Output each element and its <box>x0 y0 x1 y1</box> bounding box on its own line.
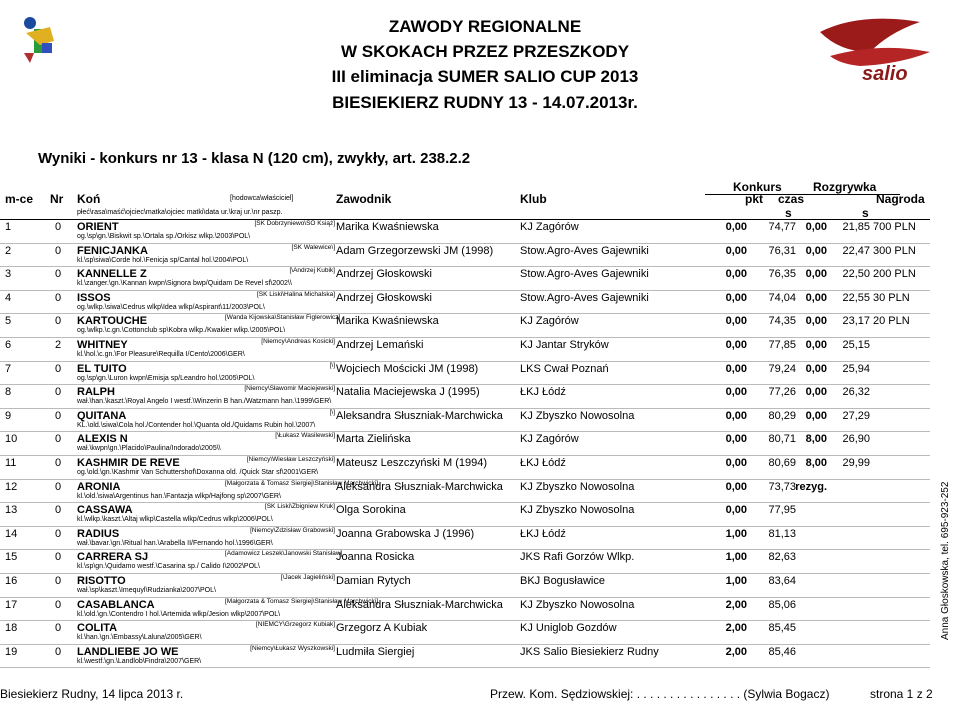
horse-name: ORIENT <box>77 221 119 233</box>
place-cell: 19 <box>5 645 18 658</box>
competition-title: Wyniki - konkurs nr 13 - klasa N (120 cm), zwykły, art. 238.2.2 <box>38 150 471 167</box>
club-cell: BKJ Bogusławice <box>520 575 605 587</box>
jumpoff-points-cell: 0,00 <box>805 221 827 233</box>
salio-logo-text: salio <box>862 63 908 85</box>
nr-cell: 0 <box>55 457 62 469</box>
club-cell: KJ Jantar Stryków <box>520 339 609 351</box>
table-row <box>0 267 925 290</box>
pedigree-cell: og.\old.\gn.\Kashmir Van Schuttershof\Doxanna old. /Quick Star sf\2001\GER\ <box>77 469 319 476</box>
horse-name: KASHMIR DE REVE <box>77 457 180 469</box>
prize-cell: 300 PLN <box>873 244 916 257</box>
nr-cell: 0 <box>55 409 62 422</box>
jumpoff-time-cell: 22,50 <box>842 268 870 281</box>
owner-cell: [SK Liski\Halina Michalska] <box>256 290 335 298</box>
table-row <box>0 362 925 385</box>
rider-cell: Marika Kwaśniewska <box>336 221 439 233</box>
time-cell: 79,24 <box>768 362 796 375</box>
club-cell: Stow.Agro-Aves Gajewniki <box>520 291 649 304</box>
owner-cell: [Małgorzata & Tomasz Siergiej\Stanisław Marchwicki] <box>225 479 379 487</box>
nr-cell: 0 <box>55 527 62 540</box>
time-cell: 83,64 <box>768 575 796 587</box>
table-row <box>0 480 925 503</box>
points-cell: 0,00 <box>725 315 747 328</box>
jumpoff-points-cell: 0,00 <box>805 362 827 375</box>
pedigree-cell: kl.\old.\gn.\Contendro I hol.\Artemida wlkp/Jesion wlkp\2007\POL\ <box>77 610 281 618</box>
club-cell: ŁKJ Łódź <box>520 527 566 540</box>
place-cell: 17 <box>5 598 18 611</box>
owner-cell: [\Andrzej Kubik] <box>289 267 335 275</box>
points-cell: 0,00 <box>725 339 747 351</box>
jumpoff-time-cell: 23,17 <box>842 315 870 328</box>
nr-cell: 0 <box>55 362 62 375</box>
pedigree-cell: og.\wlkp.\siwa\Cedrus wlkp\Idea wlkp/Aspirant\11/2003\POL\ <box>77 303 265 311</box>
points-cell: 1,00 <box>725 527 747 540</box>
rider-cell: Adam Grzegorzewski JM (1998) <box>336 244 494 257</box>
pedigree-cell: kl.\wlkp.\kaszt.\Altaj wlkp\Castella wlkp/Cedrus wlkp\2006\POL\ <box>77 516 273 524</box>
club-cell: LKS Cwał Poznań <box>520 362 609 375</box>
time-cell: 85,46 <box>768 645 796 658</box>
club-cell: ŁKJ Łódź <box>520 386 566 399</box>
place-cell: 3 <box>5 268 12 281</box>
points-cell: 2,00 <box>725 598 747 611</box>
jumpoff-points-cell: 0,00 <box>805 339 827 351</box>
event-title-line1: ZAWODY REGIONALNE <box>388 17 582 36</box>
rider-cell: Marta Zielińska <box>336 433 411 446</box>
club-cell: KJ Zagórów <box>520 433 579 446</box>
points-cell: 0,00 <box>725 362 747 375</box>
place-cell: 6 <box>5 339 12 351</box>
vertical-contact: Anna Głoskowska, tel. 695-923-252 <box>940 481 951 640</box>
jumpoff-points-cell: rezyg. <box>795 480 827 493</box>
table-row <box>0 409 925 432</box>
rider-cell: Natalia Maciejewska J (1995) <box>336 386 480 399</box>
header-owner: [hodowca\właściciel] <box>230 195 294 202</box>
points-cell: 2,00 <box>725 622 747 635</box>
owner-cell: [Niemcy\Wiesław Leszczyński] <box>246 456 335 463</box>
owner-cell: [Adamowicz Leszek\Janowski Stanisław] <box>225 550 343 558</box>
event-title-line4: BIESIEKIERZ RUDNY 13 - 14.07.2013r. <box>332 93 638 112</box>
points-cell: 0,00 <box>725 221 747 233</box>
jumpoff-time-cell: 25,15 <box>842 339 870 351</box>
time-cell: 77,95 <box>768 504 796 517</box>
club-cell: Stow.Agro-Aves Gajewniki <box>520 244 649 257</box>
time-cell: 74,77 <box>768 221 796 233</box>
event-title-line3: III eliminacja SUMER SALIO CUP 2013 <box>331 67 639 86</box>
pedigree-cell: wał.\sp\kaszt.\Imequyl\Rudzianka\2007\POL\ <box>77 587 216 594</box>
time-cell: 80,29 <box>768 409 796 422</box>
place-cell: 10 <box>5 433 18 446</box>
nr-cell: 0 <box>55 622 62 635</box>
rider-cell: Andrzej Głoskowski <box>336 291 432 304</box>
points-cell: 2,00 <box>725 645 747 658</box>
table-row <box>0 244 925 267</box>
horse-name: ALEXIS N <box>77 433 128 446</box>
jumpoff-time-cell: 29,99 <box>842 457 870 469</box>
header-rozgrywka: Rozgrywka <box>813 180 877 194</box>
nr-cell: 0 <box>55 480 62 493</box>
nr-cell: 0 <box>55 645 62 658</box>
time-cell: 77,26 <box>768 386 796 399</box>
horse-name: WHITNEY <box>77 339 128 351</box>
club-cell: KJ Zagórów <box>520 221 579 233</box>
pedigree-cell: wał.\bavar.\gn.\Ritual han.\Arabella II/Fernando hol.\1996\GER\ <box>77 539 273 547</box>
points-cell: 0,00 <box>725 291 747 304</box>
place-cell: 5 <box>5 315 12 328</box>
rider-cell: Ludmiła Siergiej <box>336 645 415 658</box>
header-pedigree: płeć\rasa\maść\ojciec\matka\ojciec matki\data ur.\kraj ur.\nr paszp. <box>77 209 283 216</box>
nr-cell: 0 <box>55 268 62 281</box>
owner-cell: [Niemcy\Andreas Kosicki] <box>261 338 335 345</box>
header-kon: Koń <box>77 192 101 206</box>
place-cell: 8 <box>5 386 12 399</box>
prize-cell: 700 PLN <box>873 221 916 233</box>
place-cell: 18 <box>5 622 18 635</box>
horse-name: QUITANA <box>77 409 127 422</box>
place-cell: 4 <box>5 291 12 304</box>
place-cell: 13 <box>5 504 18 517</box>
pedigree-cell: kl.\old.\siwa\Argentinus han.\Fantazja wlkp/Hajfong sp\2007\GER\ <box>77 492 281 500</box>
nr-cell: 2 <box>55 339 62 351</box>
rider-cell: Joanna Rosicka <box>336 551 415 564</box>
header-unit-s2: s <box>862 206 869 220</box>
horse-name: RALPH <box>77 386 115 399</box>
jumpoff-points-cell: 8,00 <box>805 457 827 469</box>
pedigree-cell: kl.\han.\gn.\Embassy\Laluna\2005\GER\ <box>77 634 202 642</box>
club-cell: KJ Zagórów <box>520 315 579 328</box>
nr-cell: 0 <box>55 244 62 257</box>
rider-cell: Andrzej Lemański <box>336 339 424 351</box>
points-cell: 1,00 <box>725 551 747 564</box>
points-cell: 0,00 <box>725 244 747 257</box>
table-row <box>0 574 925 597</box>
horse-logo-left <box>20 13 60 73</box>
event-title-line2: W SKOKACH PRZEZ PRZESZKODY <box>340 42 630 61</box>
owner-cell: [\Jacek Jagieliński] <box>280 574 335 581</box>
nr-cell: 0 <box>55 221 62 233</box>
jumpoff-time-cell: 26,32 <box>842 386 870 399</box>
horse-name: CARRERA SJ <box>77 551 149 564</box>
time-cell: 76,31 <box>768 244 796 257</box>
table-row <box>0 314 925 337</box>
jumpoff-points-cell: 0,00 <box>805 315 827 328</box>
rider-cell: Aleksandra Słusznіak-Marchwicka <box>336 409 503 422</box>
footer-judge: Przew. Kom. Sędziowskiej: . . . . . . . . . . . . . . . . (Sylwia Bogacz) <box>490 687 830 701</box>
horse-name: CASSAWA <box>77 504 133 517</box>
nr-cell: 0 <box>55 386 62 399</box>
place-cell: 15 <box>5 551 18 564</box>
club-cell: Stow.Agro-Aves Gajewniki <box>520 268 649 281</box>
header-nagroda: Nagroda <box>876 192 925 206</box>
pedigree-cell: og.\wlkp.\c.gn.\Cottonclub sp\Kobra wlkp./Kwakier wlkp.\2005\POL\ <box>77 327 286 335</box>
place-cell: 12 <box>5 480 18 493</box>
rider-cell: Damian Rytych <box>336 575 411 587</box>
jumpoff-time-cell: 21,85 <box>842 221 870 233</box>
points-cell: 0,00 <box>725 433 747 446</box>
pedigree-cell: kl.\westf.\gn.\Landlob\Findra\2007\GER\ <box>77 657 202 665</box>
time-cell: 73,73 <box>768 480 796 493</box>
owner-cell: [\] <box>329 361 335 369</box>
horse-name: COLITA <box>77 622 118 635</box>
row-divider <box>0 667 930 668</box>
points-cell: 0,00 <box>725 386 747 399</box>
header-rider: Zawodnik <box>336 192 392 206</box>
jumpoff-time-cell: 26,90 <box>842 433 870 446</box>
time-cell: 80,71 <box>768 433 796 446</box>
header-pkt: pkt <box>745 192 763 206</box>
jumpoff-points-cell: 0,00 <box>805 386 827 399</box>
horse-name: LANDLIEBE JO WE <box>77 645 179 658</box>
owner-cell: [Niemcy\Zdzisław Grabowski] <box>250 526 335 534</box>
time-cell: 76,35 <box>768 268 796 281</box>
time-cell: 77,85 <box>768 339 796 351</box>
place-cell: 16 <box>5 575 18 587</box>
horse-name: ISSOS <box>77 291 111 304</box>
place-cell: 14 <box>5 527 18 540</box>
prize-cell: 30 PLN <box>873 291 910 304</box>
time-cell: 74,04 <box>768 291 796 304</box>
horse-name: EL TUITO <box>77 362 127 375</box>
nr-cell: 0 <box>55 315 62 328</box>
pedigree-cell: wał.\kwpn\gn.\Placido\Paulina/Indorado\2005\\ <box>77 445 221 453</box>
table-row <box>0 338 925 361</box>
pedigree-cell: og.\sp\gn.\Biskwit sp.\Ortala sp./Orkisz wlkp.\2003\POL\ <box>77 233 251 240</box>
header-mce: m-ce <box>5 192 34 206</box>
points-cell: 0,00 <box>725 480 747 493</box>
club-cell: KJ Zbyszko Nowosolna <box>520 480 635 493</box>
jumpoff-points-cell: 0,00 <box>805 291 827 304</box>
owner-cell: [Małgorzata & Tomasz Siergiej\Stanisław Marchwicki] <box>225 597 379 605</box>
pedigree-cell: wał.\han.\kaszt.\Royal Angelo I westf.\Winzerin B han./Watzmann han.\1999\GER\ <box>77 398 332 406</box>
table-row <box>0 645 925 668</box>
nr-cell: 0 <box>55 575 62 587</box>
header-konkurs: Konkurs <box>733 180 782 194</box>
jumpoff-time-cell: 25,94 <box>842 362 870 375</box>
horse-name: RISOTTO <box>77 575 126 587</box>
place-cell: 9 <box>5 409 12 422</box>
rider-cell: Andrzej Głoskowski <box>336 268 432 281</box>
nr-cell: 0 <box>55 291 62 304</box>
time-cell: 85,06 <box>768 598 796 611</box>
horse-name: ARONIA <box>77 480 121 493</box>
nr-cell: 0 <box>55 504 62 517</box>
place-cell: 2 <box>5 244 12 257</box>
time-cell: 82,63 <box>768 551 796 564</box>
owner-cell: [\Łukasz Wasilewski] <box>275 432 335 440</box>
pedigree-cell: og.\sp\gn.\Luron kwpn\Emisja sp/Leandro hol.\2005\POL\ <box>77 374 255 382</box>
pedigree-cell: kl.\sp\gn.\Quidamo westf.\Casarina sp./ Calido I\2002\POL\ <box>77 563 260 571</box>
prize-cell: 200 PLN <box>873 268 916 281</box>
header-unit-s1: s <box>785 206 792 220</box>
club-cell: ŁKJ Łódź <box>520 457 566 469</box>
time-cell: 85,45 <box>768 622 796 635</box>
jumpoff-points-cell: 8,00 <box>805 433 827 446</box>
rider-cell: Olga Sorokina <box>336 504 406 517</box>
table-row <box>0 598 925 621</box>
pedigree-cell: KL.\old.\siwa\Cola hol./Contender hol.\Quanta old./Quidams Rubin hol.\2007\ <box>77 421 316 429</box>
pedigree-cell: kl.\zanger.\gn.\Kannan kwpn\Signora bwp/Quidam De Revel sf\2002\\ <box>77 280 292 288</box>
prize-cell: 20 PLN <box>873 315 910 328</box>
header-club: Klub <box>520 192 547 206</box>
place-cell: 1 <box>5 221 12 233</box>
table-row <box>0 432 925 455</box>
horse-name: RADIUS <box>77 527 120 540</box>
horse-name: KANNELLE Z <box>77 268 147 281</box>
rider-cell: Wojciech Mościcki JM (1998) <box>336 362 479 375</box>
jumpoff-points-cell: 0,00 <box>805 409 827 422</box>
owner-cell: [SK Dobrzyniewo\SO Książ] <box>254 220 335 227</box>
jumpoff-points-cell: 0,00 <box>805 268 827 281</box>
points-cell: 1,00 <box>725 575 747 587</box>
time-cell: 81,13 <box>768 527 796 540</box>
owner-cell: [SK Liski\Zbigniew Kruk] <box>264 503 335 511</box>
owner-cell: [Niemcy\Sławomir Maciejewski] <box>244 385 335 393</box>
jumpoff-time-cell: 22,55 <box>842 291 870 304</box>
salio-logo <box>800 12 940 92</box>
nr-cell: 0 <box>55 433 62 446</box>
place-cell: 7 <box>5 362 12 375</box>
horse-name: KARTOUCHE <box>77 315 148 328</box>
club-cell: KJ Zbyszko Nowosolna <box>520 409 635 422</box>
jumpoff-points-cell: 0,00 <box>805 244 827 257</box>
jumpoff-time-cell: 22,47 <box>842 244 870 257</box>
club-cell: KJ Uniglob Gozdów <box>520 622 617 635</box>
rider-cell: Marika Kwaśniewska <box>336 315 439 328</box>
club-cell: JKS Rafi Gorzów Wlkp. <box>520 551 635 564</box>
table-row <box>0 621 925 644</box>
club-cell: JKS Salio Biesiekierz Rudny <box>520 645 659 658</box>
table-row <box>0 550 925 573</box>
owner-cell: [SK Walewice\] <box>291 243 335 251</box>
rider-cell: Grzegorz A Kubiak <box>336 622 428 635</box>
jumpoff-time-cell: 27,29 <box>842 409 870 422</box>
nr-cell: 0 <box>55 598 62 611</box>
points-cell: 0,00 <box>725 457 747 469</box>
rider-cell: Aleksandra Słuszniak-Marchwicka <box>336 480 503 493</box>
footer-page: strona 1 z 2 <box>870 687 933 701</box>
owner-cell: [\] <box>329 408 335 416</box>
points-cell: 0,00 <box>725 268 747 281</box>
owner-cell: [Wanda Kijowska\Stanisław Figlerowicz] <box>225 314 341 322</box>
rider-cell: Mateusz Leszczyński M (1994) <box>336 457 487 469</box>
pedigree-cell: kl.\hol.\c.gn.\For Pleasure\Requilla I/Cento\2006\GER\ <box>77 351 245 358</box>
table-row <box>0 220 925 243</box>
table-row <box>0 291 925 314</box>
table-row <box>0 385 925 408</box>
table-row <box>0 456 925 479</box>
rider-cell: Aleksandra Słuszniak-Marchwicka <box>336 598 503 611</box>
rider-cell: Joanna Grabowska J (1996) <box>336 527 475 540</box>
owner-cell: [NIEMCY\Grzegorz Kubiak] <box>255 621 335 629</box>
footer-place-date: Biesiekierz Rudny, 14 lipca 2013 r. <box>0 687 184 701</box>
table-row <box>0 527 925 550</box>
header-nr: Nr <box>50 192 64 206</box>
points-cell: 0,00 <box>725 409 747 422</box>
header-czas: czas <box>778 192 805 206</box>
time-cell: 74,35 <box>768 315 796 328</box>
place-cell: 11 <box>5 457 17 469</box>
horse-name: CASABLANCA <box>77 598 155 611</box>
table-row <box>0 503 925 526</box>
horse-name: FENICJANKA <box>77 244 148 257</box>
owner-cell: [Niemcy\Łukasz Wyszkowski] <box>250 644 335 652</box>
points-cell: 0,00 <box>725 504 747 517</box>
time-cell: 80,69 <box>768 457 796 469</box>
nr-cell: 0 <box>55 551 62 564</box>
club-cell: KJ Zbyszko Nowosolna <box>520 504 635 517</box>
pedigree-cell: kl.\sp\siwa\Corde hol.\Fenicja sp/Cantal hol.\2004\POL\ <box>77 256 249 264</box>
club-cell: KJ Zbyszko Nowosolna <box>520 598 635 611</box>
